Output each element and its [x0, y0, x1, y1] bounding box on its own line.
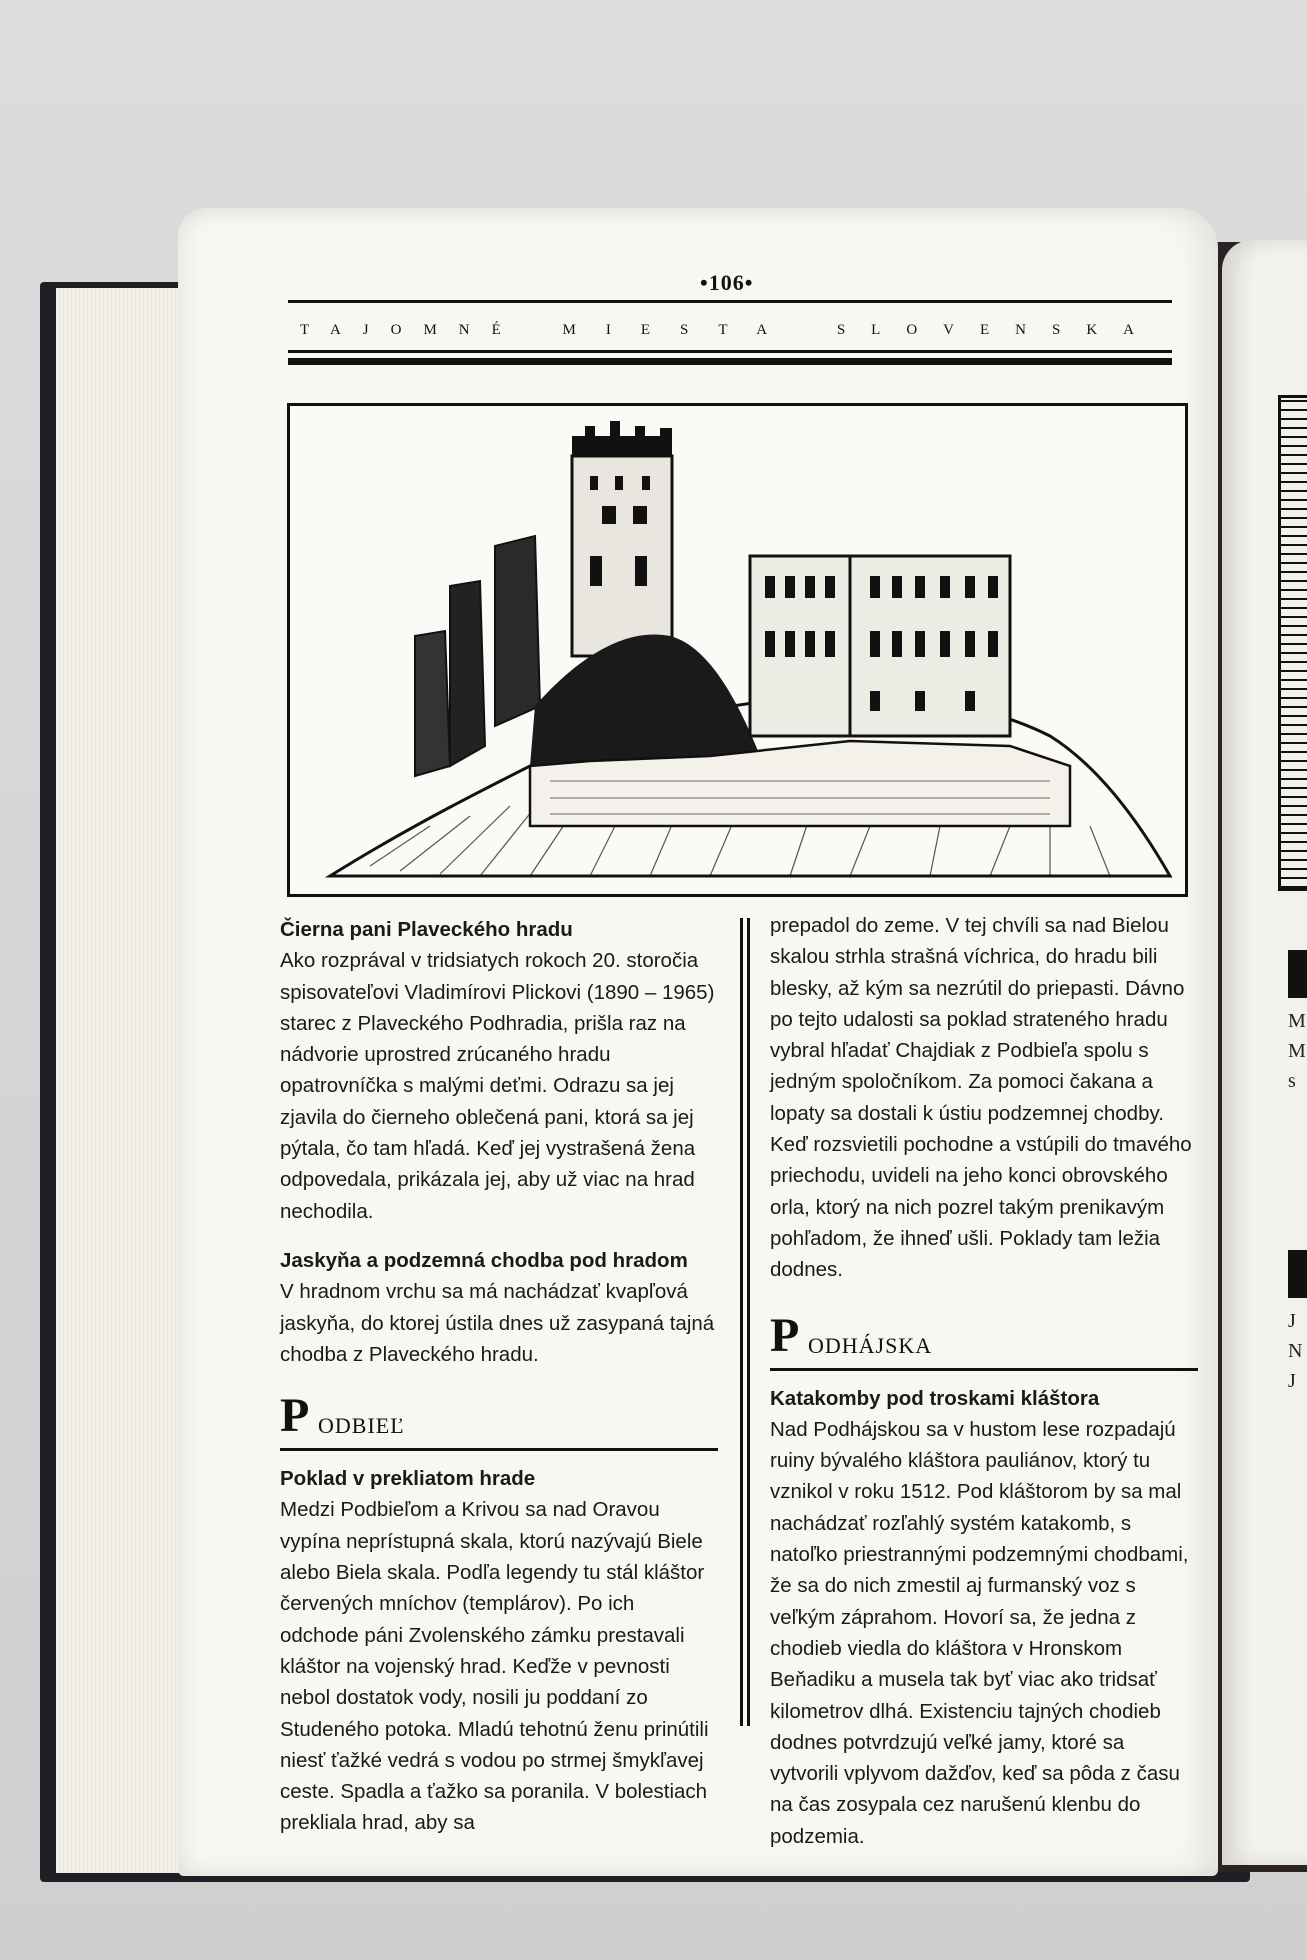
article-text: Medzi Podbieľom a Krivou sa nad Oravou vypína neprístupná skala, ktorú nazývajú Biele alebo Biela skala. Podľa legendy tu stál kláštor červených mníchov (templárov). Po ich odchode páni Zvolenského zámku prestavali kláštor na vojenský hrad. Keďže v pevnosti nebol dostatok vody, nosili ju poddaní zo Studeného potoka. Mladú tehotnú ženu prinútili niesť ťažké vedrá s vodou po strmej šmykľavej ceste. Spadla a ťažko sa poranila. V bolestiach prekliala hrad, aby sa	[280, 1498, 709, 1835]
section-initial: P	[280, 1389, 310, 1443]
article-text: Nad Podhájskou sa v hustom lese rozpadajú ruiny bývalého kláštora pauliánov, ktorý tu vznikol v roku 1512. Pod kláštorom by sa mal nachádzať rozľahlý systém katakomb, s natoľko priestrannými podzemnými chodbami, že sa do nich zmestil aj furmanský voz s veľkým záprahom. Hovorí sa, že jedna z chodieb viedla do kláštora v Hronskom Beňadiku a musela tak byť viac ako tridsať kilometrov dlhá. Existenciu tajných chodieb dodnes potvrdzujú veľké jamy, ktoré sa vytvorili vplyvom dažďov, keď sa pôda z času na čas zosypala cez narušenú klenbu do podzemia.	[770, 1417, 1189, 1848]
section-name: ODBIEĽ	[318, 1413, 405, 1439]
header-rule-top	[288, 300, 1172, 303]
section-rule	[770, 1368, 1198, 1371]
section-heading-podbiel	[280, 1388, 718, 1444]
article-text: V hradnom vrchu sa má nachádzať kvapľová jaskyňa, do ktorej ústila dnes už zasypaná tajná chodba z Plaveckého hradu.	[280, 1280, 715, 1366]
article-text: Ako rozprával v tridsiatych rokoch 20. storočia spisovateľovi Vladimírovi Plickovi (1890 – 1965) starec z Plaveckého Podhradia, prišla raz na nádvorie uprostred zrúcaného hradu opatrovníčka s malými deťmi. Odrazu sa jej zjavila do čierneho oblečená pani, ktorá sa jej pýtala, čo tam hľadá. Keď jej vystrašená žena odpovedala, prikázala jej, aby už viac na hrad nechodila.	[280, 949, 715, 1223]
facing-page	[1222, 240, 1307, 1865]
facing-page-fragment: M	[1288, 1010, 1306, 1032]
article-text: prepadol do zeme. V tej chvíli sa nad Bielou skalou strhla strašná víchrica, do hradu bili blesky, až kým sa nezrútil do priepasti. Dávno po tejto udalosti sa poklad strateného hradu vybral hľadať Chajdiak z Podbieľa spolu s jedným spoločníkom. Za pomoci čakana a lopaty sa dostali k ústiu podzemnej chodby. Keď rozsvietili pochodne a vstúpili do tmavého priechodu, uvideli na jeho konci obrovského orla, ktorý na nich pozrel takým prenikavým pohľadom, že ihneď ušli. Poklady tam ležia dodnes.	[770, 914, 1192, 1282]
facing-page-fragment: s	[1288, 1070, 1296, 1092]
article-title: Poklad v prekliatom hrade	[280, 1467, 536, 1491]
facing-page-fragment: M	[1288, 1040, 1306, 1062]
section-rule	[280, 1448, 718, 1451]
facing-page-fragment: N	[1288, 1340, 1303, 1362]
article-title: Čierna pani Plaveckého hradu	[280, 918, 573, 941]
running-head	[300, 322, 1160, 339]
running-head-word: MIESTA	[562, 322, 798, 338]
facing-page-initial	[1288, 950, 1307, 998]
running-head-word: SLOVENSKA	[836, 322, 1160, 338]
section-initial: P	[770, 1308, 800, 1362]
article-title: Katakomby pod troskami kláštora	[770, 1386, 1100, 1410]
section-name: ODHÁJSKA	[808, 1332, 933, 1358]
facing-page-initial	[1288, 1250, 1307, 1298]
left-column	[280, 914, 718, 1839]
facing-page-fragment: J	[1288, 1370, 1296, 1392]
article-title: Jaskyňa a podzemná chodba pod hradom	[280, 1248, 688, 1272]
header-rule	[288, 350, 1172, 353]
running-head-word: TAJOMNÉ	[300, 322, 523, 338]
column-divider	[740, 918, 750, 1726]
facing-page-fragment: J	[1288, 1310, 1296, 1332]
castle-drawing	[290, 406, 1185, 894]
castle-illustration	[287, 403, 1188, 897]
facing-page-illustration	[1278, 395, 1307, 891]
section-heading-podhajska	[770, 1308, 1198, 1364]
header-rule-thick	[288, 358, 1172, 365]
page-number: •106•	[700, 270, 754, 295]
right-column	[770, 910, 1198, 1852]
